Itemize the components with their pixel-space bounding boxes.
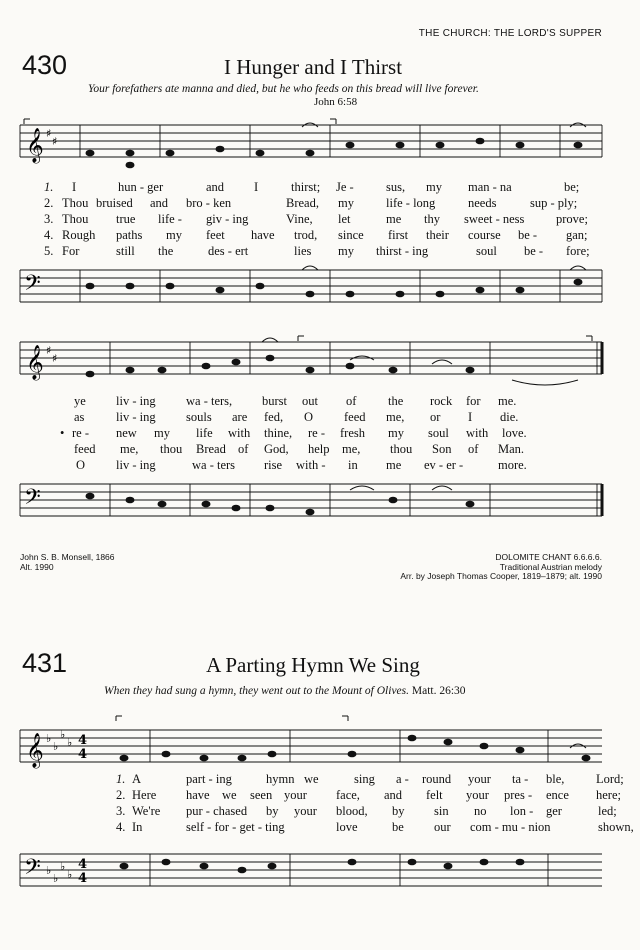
verse-number: 5. <box>44 244 54 258</box>
syllable: a - <box>396 772 409 786</box>
syllable: me <box>386 212 402 226</box>
verse-number: 2. <box>116 788 126 802</box>
svg-text:♭: ♭ <box>60 728 66 741</box>
lyric-line-430-v2 <box>36 196 606 212</box>
syllable: We're <box>132 804 161 818</box>
syllable: pur - chased <box>186 804 248 818</box>
syllable: still <box>116 244 135 258</box>
credit-line: DOLOMITE CHANT 6.6.6.6. <box>495 552 602 562</box>
epigraph <box>104 685 466 697</box>
syllable: for <box>466 394 481 408</box>
syllable: gan; <box>566 228 588 242</box>
syllable: Bread, <box>286 196 319 210</box>
svg-text:♯: ♯ <box>46 127 52 140</box>
syllable: have <box>186 788 210 802</box>
syllable: I <box>72 180 77 194</box>
syllable: des - ert <box>208 244 249 258</box>
svg-text:𝄞: 𝄞 <box>26 345 44 380</box>
syllable: rock <box>430 394 453 408</box>
syllable: prove; <box>556 212 588 226</box>
syllable: be - <box>518 228 538 242</box>
tune-credit <box>400 553 602 582</box>
syllable: of <box>238 442 249 456</box>
lyric-line-430-s2-v4 <box>36 442 606 458</box>
syllable: paths <box>116 228 143 242</box>
syllable: me, <box>342 442 361 456</box>
syllable: ence <box>546 788 569 802</box>
syllable: feet <box>206 228 225 242</box>
syllable: ble, <box>546 772 565 786</box>
syllable: since <box>338 228 364 242</box>
syllable: fed, <box>264 410 284 424</box>
syllable: more. <box>498 458 527 472</box>
syllable: as <box>74 410 85 424</box>
syllable: with - <box>296 458 326 472</box>
syllable: your <box>466 788 489 802</box>
syllable: feed <box>74 442 96 456</box>
scripture-ref: Matt. 26:30 <box>411 685 466 697</box>
syllable: ye <box>74 394 86 408</box>
syllable: Man. <box>498 442 525 456</box>
syllable: In <box>132 820 143 834</box>
syllable: in <box>348 458 358 472</box>
syllable: O <box>304 410 314 424</box>
syllable: we <box>222 788 237 802</box>
svg-text:4: 4 <box>78 871 88 886</box>
syllable: of <box>468 442 479 456</box>
syllable: pres - <box>504 788 533 802</box>
hymn-430-bass-staff-2 <box>0 476 640 536</box>
syllable: face, <box>336 788 360 802</box>
syllable: lies <box>294 244 312 258</box>
syllable: your <box>468 772 491 786</box>
syllable: Rough <box>62 228 96 242</box>
hymn-430-treble-staff-2 <box>0 330 640 390</box>
syllable: help <box>308 442 330 456</box>
syllable: part - ing <box>186 772 232 786</box>
syllable: me. <box>498 394 517 408</box>
syllable: your <box>294 804 317 818</box>
svg-text:4: 4 <box>78 747 88 762</box>
svg-text:♭: ♭ <box>46 732 52 745</box>
svg-text:𝄢: 𝄢 <box>24 271 41 301</box>
syllable: no <box>474 804 487 818</box>
syllable: needs <box>468 196 497 210</box>
lyric-line-430-s2-v5 <box>36 458 606 474</box>
syllable: our <box>434 820 451 834</box>
syllable: their <box>426 228 449 242</box>
syllable: bruised <box>96 196 133 210</box>
syllable: life - long <box>386 196 436 210</box>
hymn-title: A Parting Hymn We Sing <box>206 653 420 677</box>
syllable: my <box>338 196 354 210</box>
syllable: Thou <box>62 196 89 210</box>
syllable: sweet - ness <box>464 212 525 226</box>
lyric-line-431-v3 <box>36 804 617 820</box>
syllable: life - <box>158 212 182 226</box>
syllable: Lord; <box>596 772 624 786</box>
syllable: round <box>422 772 452 786</box>
syllable: souls <box>186 410 212 424</box>
hymn-430-bass-staff-1 <box>0 262 640 322</box>
syllable: re - <box>72 426 89 440</box>
credit-line: Arr. by Joseph Thomas Cooper, 1819–1879; alt. 1990 <box>400 571 602 581</box>
syllable: liv - ing <box>116 394 156 408</box>
credit-line: John S. B. Monsell, 1866 <box>20 552 115 562</box>
syllable: hymn <box>266 772 295 786</box>
syllable: I <box>254 180 259 194</box>
hymn-title: I Hunger and I Thirst <box>223 55 403 79</box>
lyric-line-430-v3 <box>36 212 606 228</box>
syllable: Here <box>132 788 157 802</box>
credit-line: Alt. 1990 <box>20 561 54 572</box>
lyric-line-430-v1 <box>36 180 606 196</box>
syllable: new <box>116 426 137 440</box>
svg-text:♯: ♯ <box>52 135 58 148</box>
svg-text:♭: ♭ <box>67 736 73 749</box>
svg-text:♭: ♭ <box>53 872 59 885</box>
verse-number: 3. <box>44 212 54 226</box>
syllable: lon - <box>510 804 534 818</box>
syllable: burst <box>262 394 287 408</box>
hymn-430-treble-staff-1 <box>0 115 640 185</box>
scripture-ref: John 6:58 <box>314 96 358 108</box>
verse-number: 1. <box>44 180 54 194</box>
syllable: by <box>392 804 405 818</box>
syllable: be - <box>524 244 544 258</box>
syllable: the <box>158 244 174 258</box>
syllable: are <box>232 410 248 424</box>
syllable: my <box>388 426 404 440</box>
syllable: with <box>228 426 251 440</box>
syllable: Thou <box>62 212 89 226</box>
lyric-line-430-v4 <box>36 228 606 244</box>
svg-text:♯: ♯ <box>46 344 52 357</box>
syllable: sup - ply; <box>530 196 578 210</box>
syllable: man - na <box>468 180 512 194</box>
lyric-line-430-v5 <box>36 244 606 260</box>
verse-number: 4. <box>116 820 126 834</box>
svg-text:♭: ♭ <box>67 868 73 881</box>
syllable: and <box>384 788 403 802</box>
syllable: shown, <box>598 820 634 834</box>
syllable: love <box>336 820 358 834</box>
syllable: blood, <box>336 804 368 818</box>
syllable: my <box>154 426 170 440</box>
svg-text:♯: ♯ <box>52 352 58 365</box>
syllable: we <box>304 772 319 786</box>
syllable: hun - ger <box>118 180 164 194</box>
syllable: sus, <box>386 180 406 194</box>
syllable: have <box>251 228 275 242</box>
syllable: O <box>76 458 86 472</box>
syllable: re - <box>308 426 325 440</box>
syllable: Vine, <box>286 212 313 226</box>
syllable: me, <box>386 410 405 424</box>
syllable: with <box>466 426 489 440</box>
syllable: your <box>284 788 307 802</box>
syllable: life <box>196 426 213 440</box>
syllable: my <box>426 180 442 194</box>
syllable: thy <box>424 212 440 226</box>
text-credit <box>20 553 115 572</box>
hymn-number: 430 <box>22 50 68 80</box>
syllable: A <box>132 772 142 786</box>
syllable: true <box>116 212 136 226</box>
syllable: by <box>266 804 279 818</box>
syllable: self - for - get - ting <box>186 820 285 834</box>
verse-number: 1. <box>116 772 126 786</box>
syllable: my <box>166 228 182 242</box>
svg-text:4: 4 <box>78 733 88 748</box>
syllable: I <box>468 410 473 424</box>
syllable: let <box>338 212 351 226</box>
syllable: thirst - ing <box>376 244 429 258</box>
syllable: ta - <box>512 772 529 786</box>
syllable: me, <box>120 442 139 456</box>
hymn-431-treble-staff <box>0 712 640 772</box>
syllable: com - mu - nion <box>470 820 551 834</box>
syllable: me <box>386 458 402 472</box>
syllable: fresh <box>340 426 365 440</box>
syllable: Je - <box>336 180 354 194</box>
lyric-line-430-s2-v1 <box>36 394 606 410</box>
svg-text:𝄞: 𝄞 <box>26 733 44 768</box>
syllable: here; <box>596 788 621 802</box>
svg-text:♭: ♭ <box>60 860 66 873</box>
section-header: THE CHURCH: THE LORD'S SUPPER <box>418 28 602 39</box>
syllable: liv - ing <box>116 410 156 424</box>
svg-text:4: 4 <box>78 857 88 872</box>
syllable: and <box>206 180 225 194</box>
verse-number: 3. <box>116 804 126 818</box>
verse-number: 2. <box>44 196 54 210</box>
syllable: be <box>392 820 404 834</box>
hymn-431-bass-staff <box>0 840 640 900</box>
syllable: liv - ing <box>116 458 156 472</box>
syllable: led; <box>598 804 617 818</box>
syllable: ev - er - <box>424 458 464 472</box>
verse-bullet: • <box>60 426 65 440</box>
syllable: fore; <box>566 244 590 258</box>
syllable: For <box>62 244 80 258</box>
syllable: or <box>430 410 441 424</box>
syllable: sin <box>434 804 449 818</box>
hymn-number: 431 <box>22 648 68 678</box>
svg-text:𝄢: 𝄢 <box>24 485 41 515</box>
syllable: God, <box>264 442 289 456</box>
syllable: trod, <box>294 228 318 242</box>
syllable: ger <box>546 804 562 818</box>
syllable: thou <box>390 442 413 456</box>
lyric-line-431-v1 <box>36 772 624 788</box>
syllable: be; <box>564 180 580 194</box>
syllable: giv - ing <box>206 212 249 226</box>
syllable: course <box>468 228 501 242</box>
lyric-line-430-s2-v3 <box>36 426 606 442</box>
credit-line: Traditional Austrian melody <box>499 561 602 572</box>
lyric-line-431-v2 <box>36 788 621 804</box>
syllable: seen <box>250 788 273 802</box>
epigraph-text: When they had sung a hymn, they went out to the Mount of Olives. <box>104 685 410 697</box>
syllable: soul <box>428 426 449 440</box>
syllable: thine, <box>264 426 293 440</box>
syllable: of <box>346 394 357 408</box>
syllable: sing <box>354 772 375 786</box>
syllable: rise <box>264 458 283 472</box>
syllable: the <box>388 394 404 408</box>
syllable: feed <box>344 410 366 424</box>
lyric-line-430-s2-v2 <box>36 410 606 426</box>
svg-text:𝄢: 𝄢 <box>24 855 41 885</box>
syllable: die. <box>500 410 519 424</box>
svg-text:𝄞: 𝄞 <box>26 128 44 163</box>
syllable: my <box>338 244 354 258</box>
lyric-line-431-v4 <box>36 820 634 836</box>
syllable: soul <box>476 244 497 258</box>
syllable: felt <box>426 788 443 802</box>
svg-text:♭: ♭ <box>46 864 52 877</box>
verse-number: 4. <box>44 228 54 242</box>
syllable: wa - ters <box>192 458 236 472</box>
syllable: Son <box>432 442 452 456</box>
syllable: thirst; <box>291 180 321 194</box>
epigraph: Your forefathers ate manna and died, but he who feeds on this bread will live forever. <box>88 83 479 95</box>
syllable: wa - ters, <box>186 394 233 408</box>
syllable: Bread <box>196 442 226 456</box>
syllable: first <box>388 228 409 242</box>
syllable: bro - ken <box>186 196 232 210</box>
syllable: thou <box>160 442 183 456</box>
svg-text:♭: ♭ <box>53 740 59 753</box>
syllable: and <box>150 196 169 210</box>
syllable: love. <box>502 426 527 440</box>
syllable: out <box>302 394 318 408</box>
